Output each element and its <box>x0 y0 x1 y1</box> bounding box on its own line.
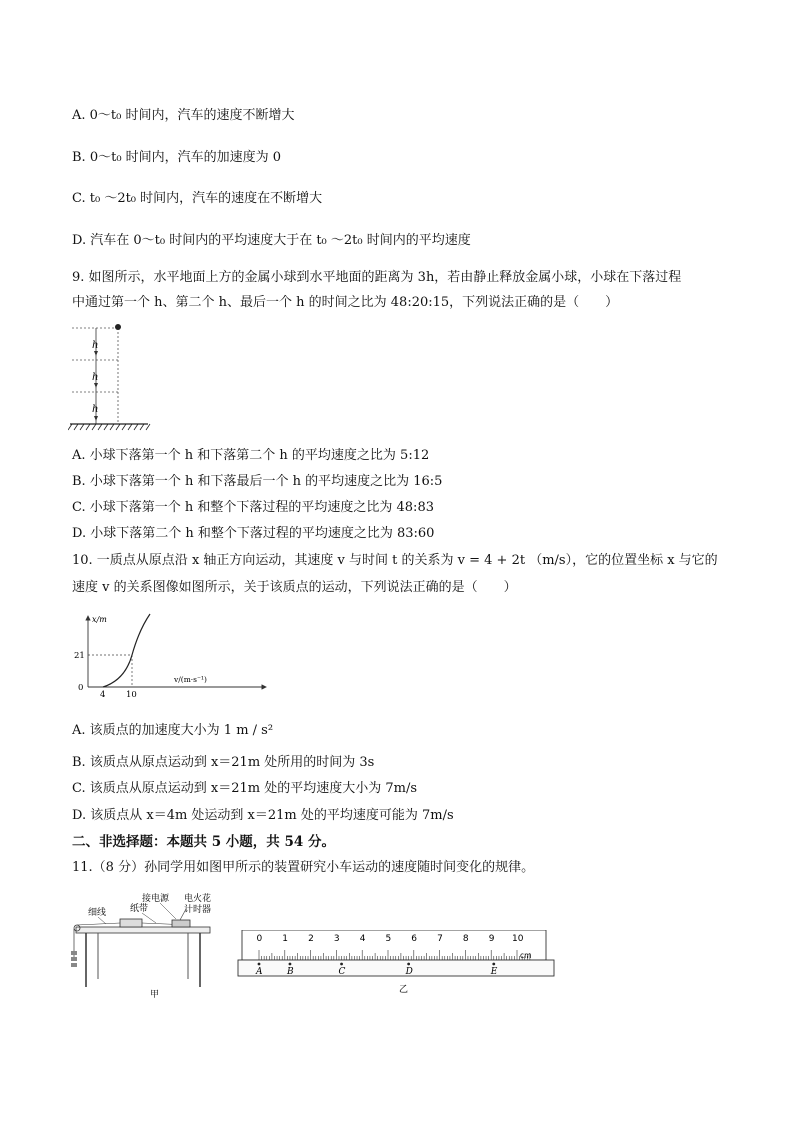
tape-dot <box>258 963 261 966</box>
y-tick-21: 21 <box>74 651 85 661</box>
label-tape: 纸带 <box>130 904 149 914</box>
q8-option-a: A. 0～t₀ 时间内，汽车的速度不断增大 <box>72 108 295 123</box>
tape-point-label: E <box>490 967 498 977</box>
ruler-number: 10 <box>512 934 524 944</box>
caption-jia: 甲 <box>150 990 160 1000</box>
h-label-3: h <box>92 404 99 415</box>
ruler-number: 6 <box>411 934 418 944</box>
label-thread: 细线 <box>88 908 107 918</box>
q9-option-a: A. 小球下落第一个 h 和下落第二个 h 的平均速度之比为 5:12 <box>72 448 430 463</box>
ruler-number: 4 <box>359 934 366 944</box>
q8-option-c: C. t₀ ～2t₀ 时间内，汽车的速度在不断增大 <box>72 191 323 206</box>
x-v-curve <box>103 614 150 687</box>
tape-point-label: B <box>286 967 294 977</box>
caption-yi: 乙 <box>399 985 409 995</box>
label-power: 接电源 <box>142 894 170 904</box>
x-tick-10: 10 <box>126 690 137 700</box>
label-timer-1: 电火花 <box>184 894 212 904</box>
ruler-number: 2 <box>308 934 314 944</box>
tape-point-label: A <box>256 967 263 977</box>
ruler-unit: cm <box>520 951 532 960</box>
y-axis-label: x/m <box>92 615 107 624</box>
q9-stem-line2: 中通过第一个 h、第二个 h、最后一个 h 的时间之比为 48:20:15，下列说法正确的是（ ） <box>72 295 619 310</box>
tape-point-label: C <box>338 967 346 977</box>
q9-figure <box>68 318 158 436</box>
q9-option-d: D. 小球下落第二个 h 和整个下落过程的平均速度之比为 83:60 <box>72 526 435 541</box>
q10-option-c: C. 该质点从原点运动到 x＝21m 处的平均速度大小为 7m/s <box>72 781 417 796</box>
q10-stem-line2: 速度 v 的关系图像如图所示，关于该质点的运动，下列说法正确的是（ ） <box>72 580 517 595</box>
tape-dot <box>407 963 410 966</box>
ruler-number: 5 <box>385 934 392 944</box>
q10-graph <box>70 610 270 700</box>
q11-stem: 11.（8 分）孙同学用如图甲所示的装置研究小车运动的速度随时间变化的规律。 <box>72 860 535 875</box>
tape-dot <box>340 963 343 966</box>
origin-label: 0 <box>78 683 84 693</box>
label-timer-2: 计时器 <box>184 905 212 915</box>
q9-option-b: B. 小球下落第一个 h 和下落最后一个 h 的平均速度之比为 16:5 <box>72 474 443 489</box>
q10-stem-line1: 10. 一质点从原点沿 x 轴正方向运动，其速度 v 与时间 t 的关系为 v = 4 + 2t （m/s），它的位置坐标 x 与它的 <box>72 553 718 568</box>
q10-option-a: A. 该质点的加速度大小为 1 m / s² <box>72 723 274 738</box>
tape-dot <box>289 963 292 966</box>
q8-option-d: D. 汽车在 0～t₀ 时间内的平均速度大于在 t₀ ～2t₀ 时间内的平均速度 <box>72 233 471 248</box>
ruler-number: 9 <box>488 934 495 944</box>
q11-figure-yi <box>234 930 559 1000</box>
q9-stem-line1: 9. 如图所示，水平地面上方的金属小球到水平地面的距离为 3h，若由静止释放金属小球，小球在下落过程 <box>72 270 682 285</box>
h-label-1: h <box>92 340 99 351</box>
section-2-title: 二、非选择题：本题共 5 小题，共 54 分。 <box>72 834 335 850</box>
tape-dot <box>492 963 495 966</box>
ball <box>115 324 121 330</box>
x-tick-4: 4 <box>100 690 106 700</box>
q10-option-b: B. 该质点从原点运动到 x＝21m 处所用的时间为 3s <box>72 755 375 770</box>
h-label-2: h <box>92 372 99 383</box>
q11-figure-jia <box>68 893 218 1003</box>
x-axis-label: v/(m·s⁻¹) <box>174 675 207 684</box>
ruler-number: 3 <box>333 934 340 944</box>
ruler-number: 7 <box>437 934 443 944</box>
q10-option-d: D. 该质点从 x＝4m 处运动到 x＝21m 处的平均速度可能为 7m/s <box>72 808 454 823</box>
ruler-number: 0 <box>256 934 263 944</box>
tape-point-label: D <box>405 967 413 977</box>
ruler-number: 1 <box>282 934 289 944</box>
ruler-number: 8 <box>462 934 469 944</box>
q9-option-c: C. 小球下落第一个 h 和整个下落过程的平均速度之比为 48:83 <box>72 500 434 515</box>
q8-option-b: B. 0～t₀ 时间内，汽车的加速度为 0 <box>72 150 282 165</box>
